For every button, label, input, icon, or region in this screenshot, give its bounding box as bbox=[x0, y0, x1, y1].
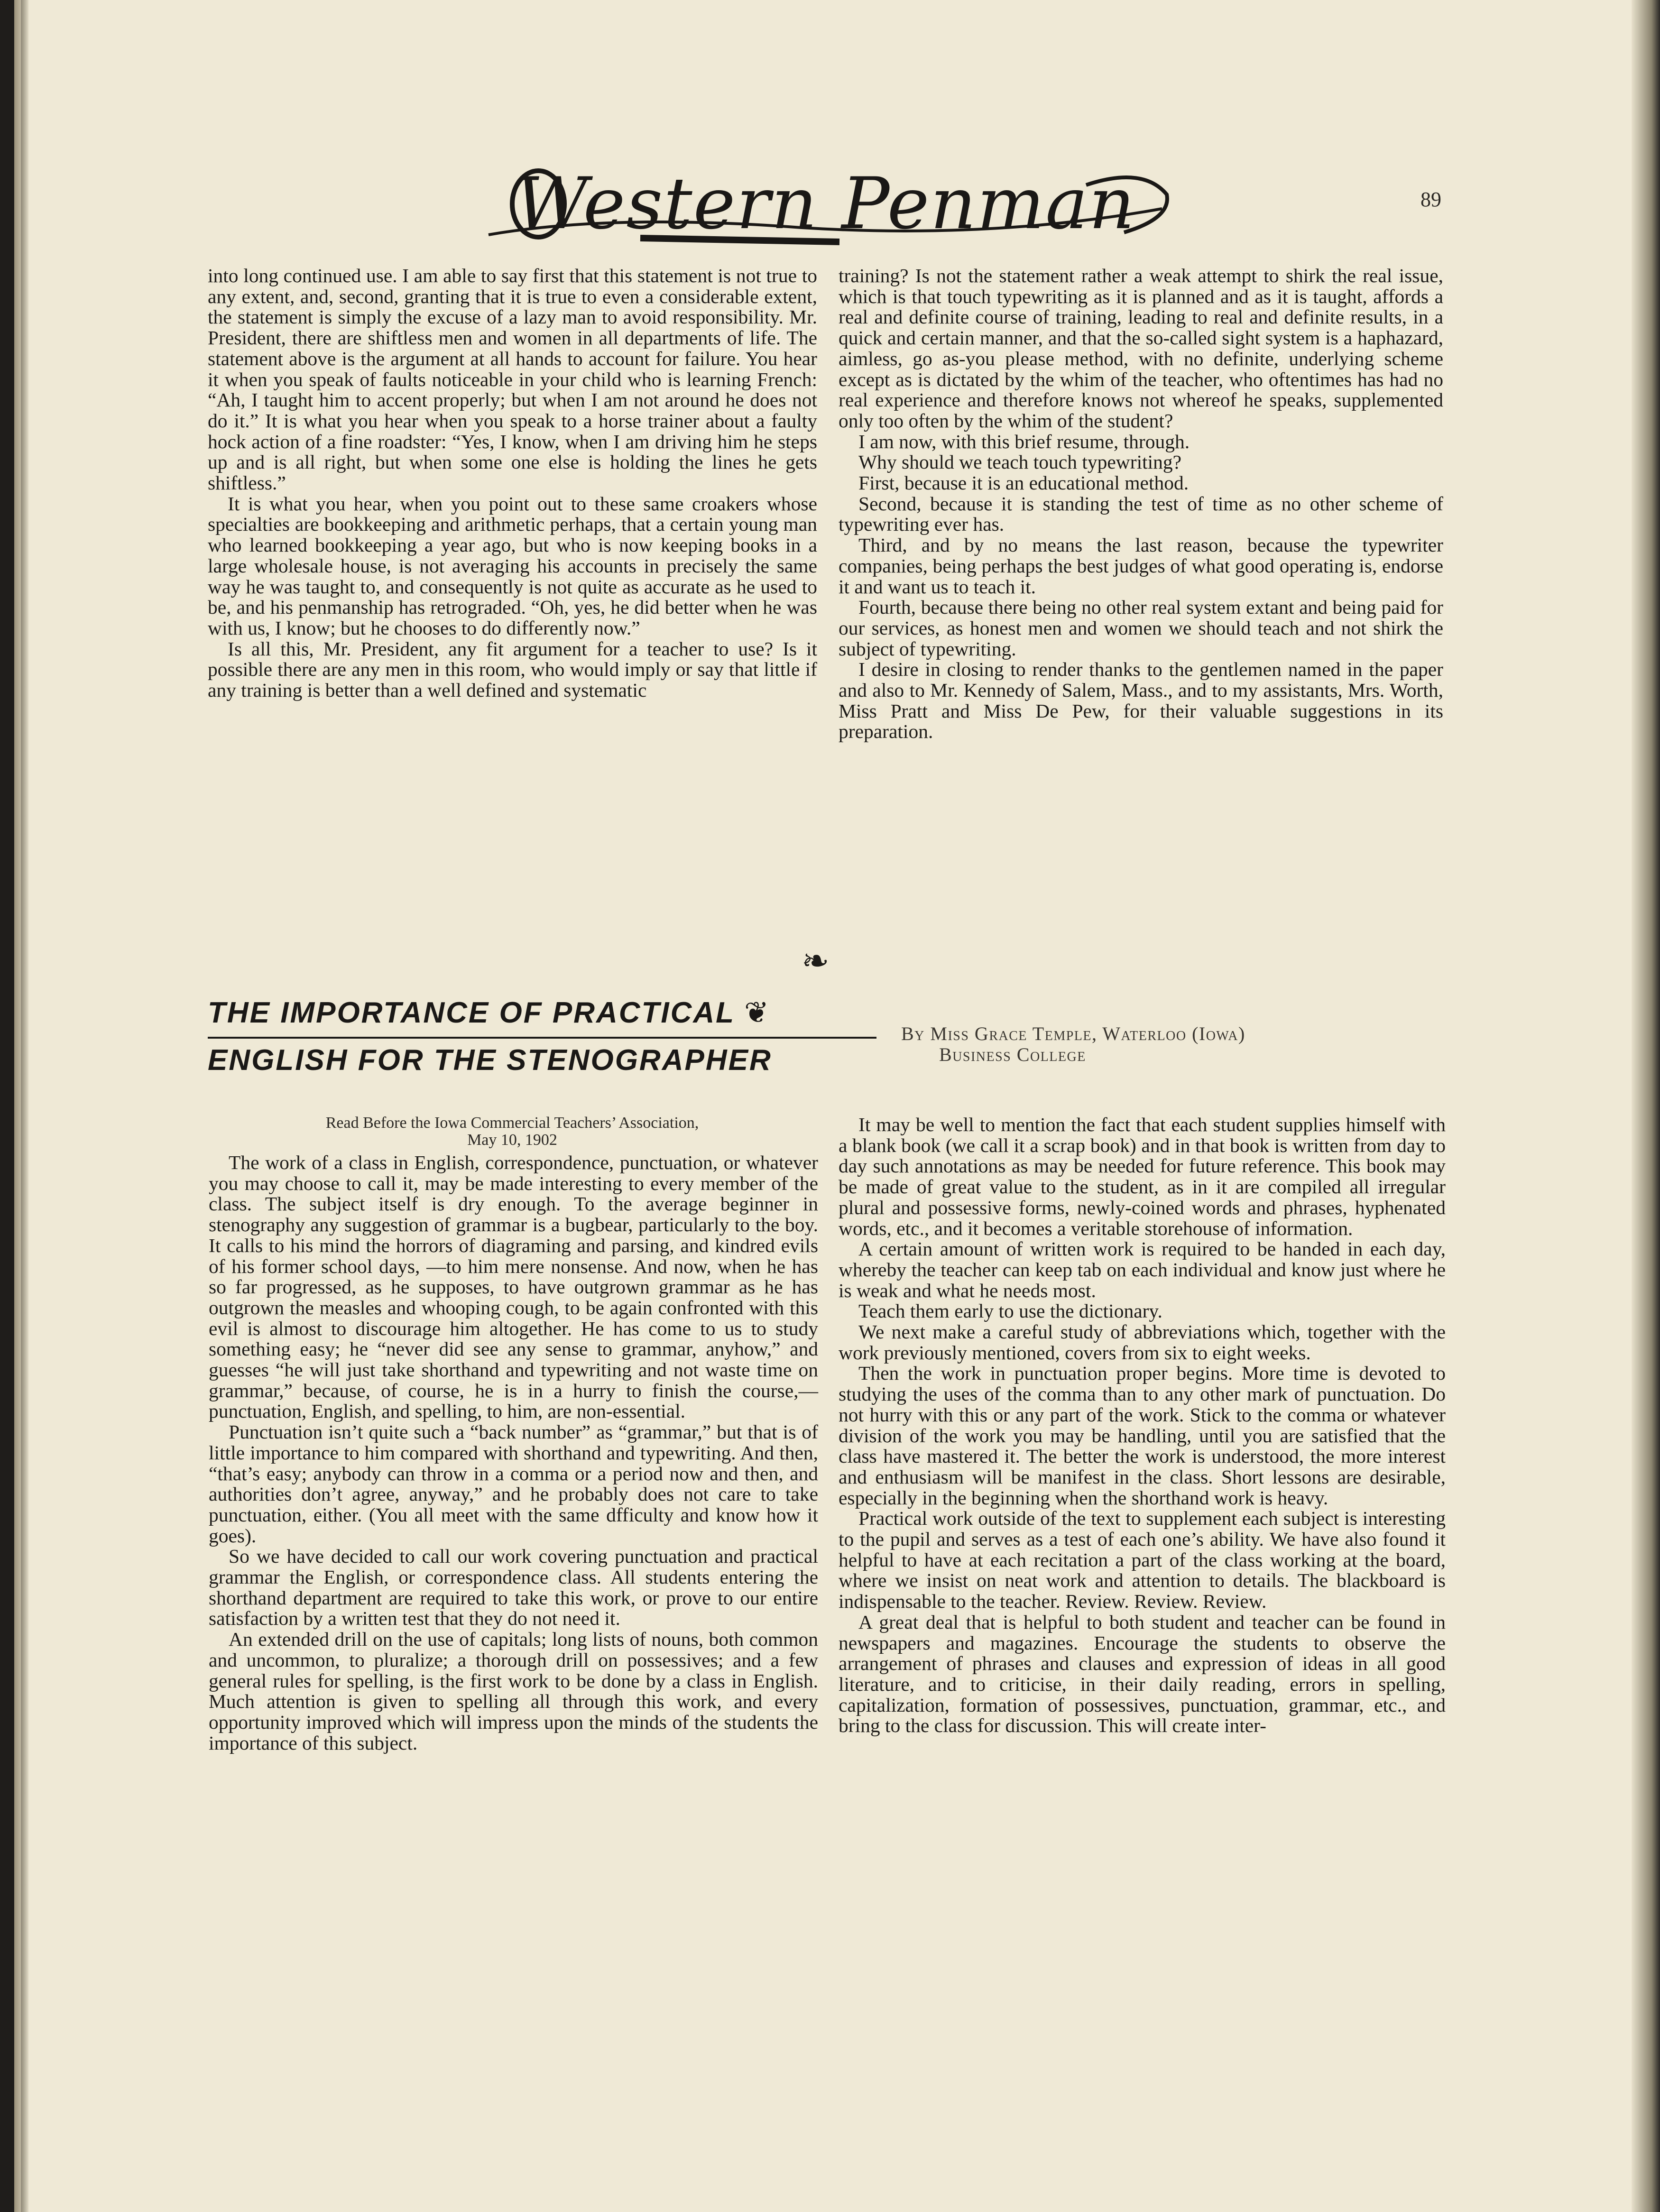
bottom-left-column bbox=[209, 1152, 818, 1753]
paragraph: We next make a careful study of abbreviations which, together with the work previously mentioned, covers from six to eight weeks. bbox=[839, 1321, 1446, 1364]
byline-line-2: Business College bbox=[939, 1044, 1086, 1065]
top-right-column bbox=[839, 266, 1443, 742]
byline-line-1: By Miss Grace Temple, Waterloo (Iowa) bbox=[901, 1023, 1245, 1044]
top-left-column bbox=[208, 266, 817, 701]
paragraph: A great deal that is helpful to both student and teacher can be found in newspapers and magazines. Encourage the students to observe the arrangement of phrases and clauses and expression of ideas in all good literature, and to criticise, in their daily reading, errors in spelling, capitalization, formation of possessives, punctuation, grammar, etc., and bring to the class for discussion. This will create inter- bbox=[839, 1611, 1446, 1737]
read-note-line-1: Read Before the Iowa Commercial Teachers’ Association, bbox=[325, 1114, 699, 1132]
article-byline bbox=[901, 1023, 1461, 1065]
paragraph: I am now, with this brief resume, through. bbox=[858, 430, 1190, 452]
paragraph: Third, and by no means the last reason, because the typewriter companies, being perhaps the best judges of what good operating is, endorse it and want us to teach it. bbox=[839, 534, 1443, 598]
paragraph: Punctuation isn’t quite such a “back number” as “grammar,” but that is of little importance to him compared with shorthand and typewriting. And then, “that’s easy; anybody can throw in a comma or a period now and then, and authorities don’t agree, anyway,” and he probably does not care to take punctuation, either. (You all meet with the same dfficulty and know how it goes). bbox=[209, 1421, 818, 1547]
read-note bbox=[209, 1115, 816, 1149]
bottom-right-column bbox=[839, 1115, 1446, 1736]
paragraph: I desire in closing to render thanks to the gentlemen named in the paper and also to Mr. Kennedy of Salem, Mass., and to my assistants, Mrs. Worth, Miss Pratt and Miss De Pew, for their valuable suggestions in its preparation. bbox=[839, 658, 1443, 743]
paragraph: A certain amount of written work is required to be handed in each day, whereby the teacher can keep tab on each individual and know just where he is weak and what he needs most. bbox=[839, 1238, 1446, 1301]
paragraph: Second, because it is standing the test of time as no other scheme of typewriting ever has. bbox=[839, 492, 1443, 535]
paragraph: Teach them early to use the dictionary. bbox=[858, 1300, 1162, 1322]
paragraph: Why should we teach touch typewriting? bbox=[858, 451, 1182, 473]
article-headline bbox=[208, 991, 876, 1082]
paragraph: First, because it is an educational method. bbox=[858, 472, 1189, 494]
gutter-shadow bbox=[21, 0, 29, 2212]
headline-line-2: ENGLISH FOR THE STENOGRAPHER bbox=[208, 1044, 772, 1077]
paragraph: So we have decided to call our work covering punctuation and practical grammar the English, or correspondence class. All students entering the shorthand department are required to take this work, or prove to our entire satisfaction by a written test that they do not need it. bbox=[209, 1545, 818, 1630]
paragraph: The work of a class in English, correspondence, punctuation, or whatever you may choose to call it, may be made interesting to every member of the class. The subject itself is dry enough. To the average beginner in stenography any suggestion of grammar is a bugbear, particularly to the boy. It calls to his mind the horrors of diagraming and parsing, and kindred evils of his former school days, —to him mere nonsense. And now, when he has so far progressed, as he supposes, to have outgrown grammar as he has outgrown the measles and whooping cough, to be again confronted with this evil is almost to discourage him altogether. He has come to us to study something easy; he “never did see any sense to grammar, anyhow,” and guesses “he will just take shorthand and typewriting and not waste time on grammar,” because, of course, he is in a hurry to finish the course,—punctuation, English, and spelling, to him, are non-essential. bbox=[209, 1152, 818, 1422]
masthead bbox=[470, 157, 1181, 266]
read-note-line-2: May 10, 1902 bbox=[467, 1131, 557, 1149]
paragraph: It is what you hear, when you point out to these same croakers whose specialties are bookkeeping and arithmetic perhaps, that a certain young man who learned bookkeeping a year ago, but who is now keeping books in a large wholesale house, is not averaging his accounts in precisely the same way he was taught to, and consequently is not quite as accurate as he used to be, and his penmanship has retrograded. “Oh, yes, he did better when he was with us, I know; but he chooses to do differently now.” bbox=[208, 492, 817, 639]
paragraph: It may be well to mention the fact that each student supplies himself with a blank book (we call it a scrap book) and in that book is written from day to day such annotations as may be needed for future reference. This book may be made of great value to the student, as in it are compiled all irregular plural and possessive forms, newly-coined words and phrases, hyphenated words, etc., and it becomes a veritable storehouse of information. bbox=[839, 1114, 1446, 1239]
paragraph: into long continued use. I am able to say first that this statement is not true to any extent, and, second, granting that it is true to even a considerable extent, the statement is simply the excuse of a lazy man to avoid responsibility. Mr. President, there are shiftless men and women in all departments of life. The statement above is the argument at all hands to account for failure. You hear it when you speak of faults noticeable in your child who is learning French: “Ah, I taught him to accent properly; but when I am not around he does not do it.” It is what you hear when you speak to a horse trainer about a faulty hock action of a fine roadster: “Yes, I know, when I am driving him he steps up and is all right, but when some one else is holding the lines he gets shiftless.” bbox=[208, 265, 817, 494]
page-edge bbox=[1632, 0, 1660, 2212]
paragraph: Then the work in punctuation proper begins. More time is devoted to studying the uses of the comma than to any other mark of punctuation. Do not hurry with this or any part of the work. Stick to the comma or whatever division of the work you may be handling, until you are satisfied that the class have mastered it. The better the work is understood, the more interest and enthusiasm will be manifest in the class. Short lessons are desirable, especially in the beginning when the shorthand work is heavy. bbox=[839, 1362, 1446, 1509]
paragraph: Is all this, Mr. President, any fit argument for a teacher to use? Is it possible there are any men in this room, who would imply or say that little if any training is better than a well defined and systematic bbox=[208, 637, 817, 701]
paragraph: Practical work outside of the text to supplement each subject is interesting to the pupil and serves as a test of each one’s ability. We have also found it helpful to have at each recitation a part of the class working at the board, where we insist on neat work and attention to details. The blackboard is indispensable to the teacher. Review. Review. Review. bbox=[839, 1507, 1446, 1613]
headline-line-1: THE IMPORTANCE OF PRACTICAL ❦ bbox=[208, 991, 876, 1039]
paragraph: training? Is not the statement rather a weak attempt to shirk the real issue, which is that touch typewriting as it is planned and as it is taught, affords a real and definite course of training, leading to real and definite results, in a quick and certain manner, and that the so-called sight system is a haphazard, aimless, go as-you please method, with no definite, underlying scheme except as is dictated by the whim of the teacher, who oftentimes has had no real experience and therefore knows not whereof he speaks, supplemented only too often by the whim of the student? bbox=[839, 265, 1443, 432]
fleuron-ornament: ❧ bbox=[802, 943, 830, 980]
masthead-title: Western Penman bbox=[515, 163, 1136, 245]
paragraph: Fourth, because there being no other real system extant and being paid for our services, as honest men and women we should teach and not shirk the subject of typewriting. bbox=[839, 596, 1443, 660]
paragraph: An extended drill on the use of capitals; long lists of nouns, both common and uncommon, to pluralize; a thorough drill on possessives; and a few general rules for spelling, is the first work to be done by a class in English. Much attention is given to spelling all through this work, and every opportunity improved which will impress upon the minds of the students the importance of this subject. bbox=[209, 1628, 818, 1754]
page-number: 89 bbox=[1420, 188, 1441, 211]
